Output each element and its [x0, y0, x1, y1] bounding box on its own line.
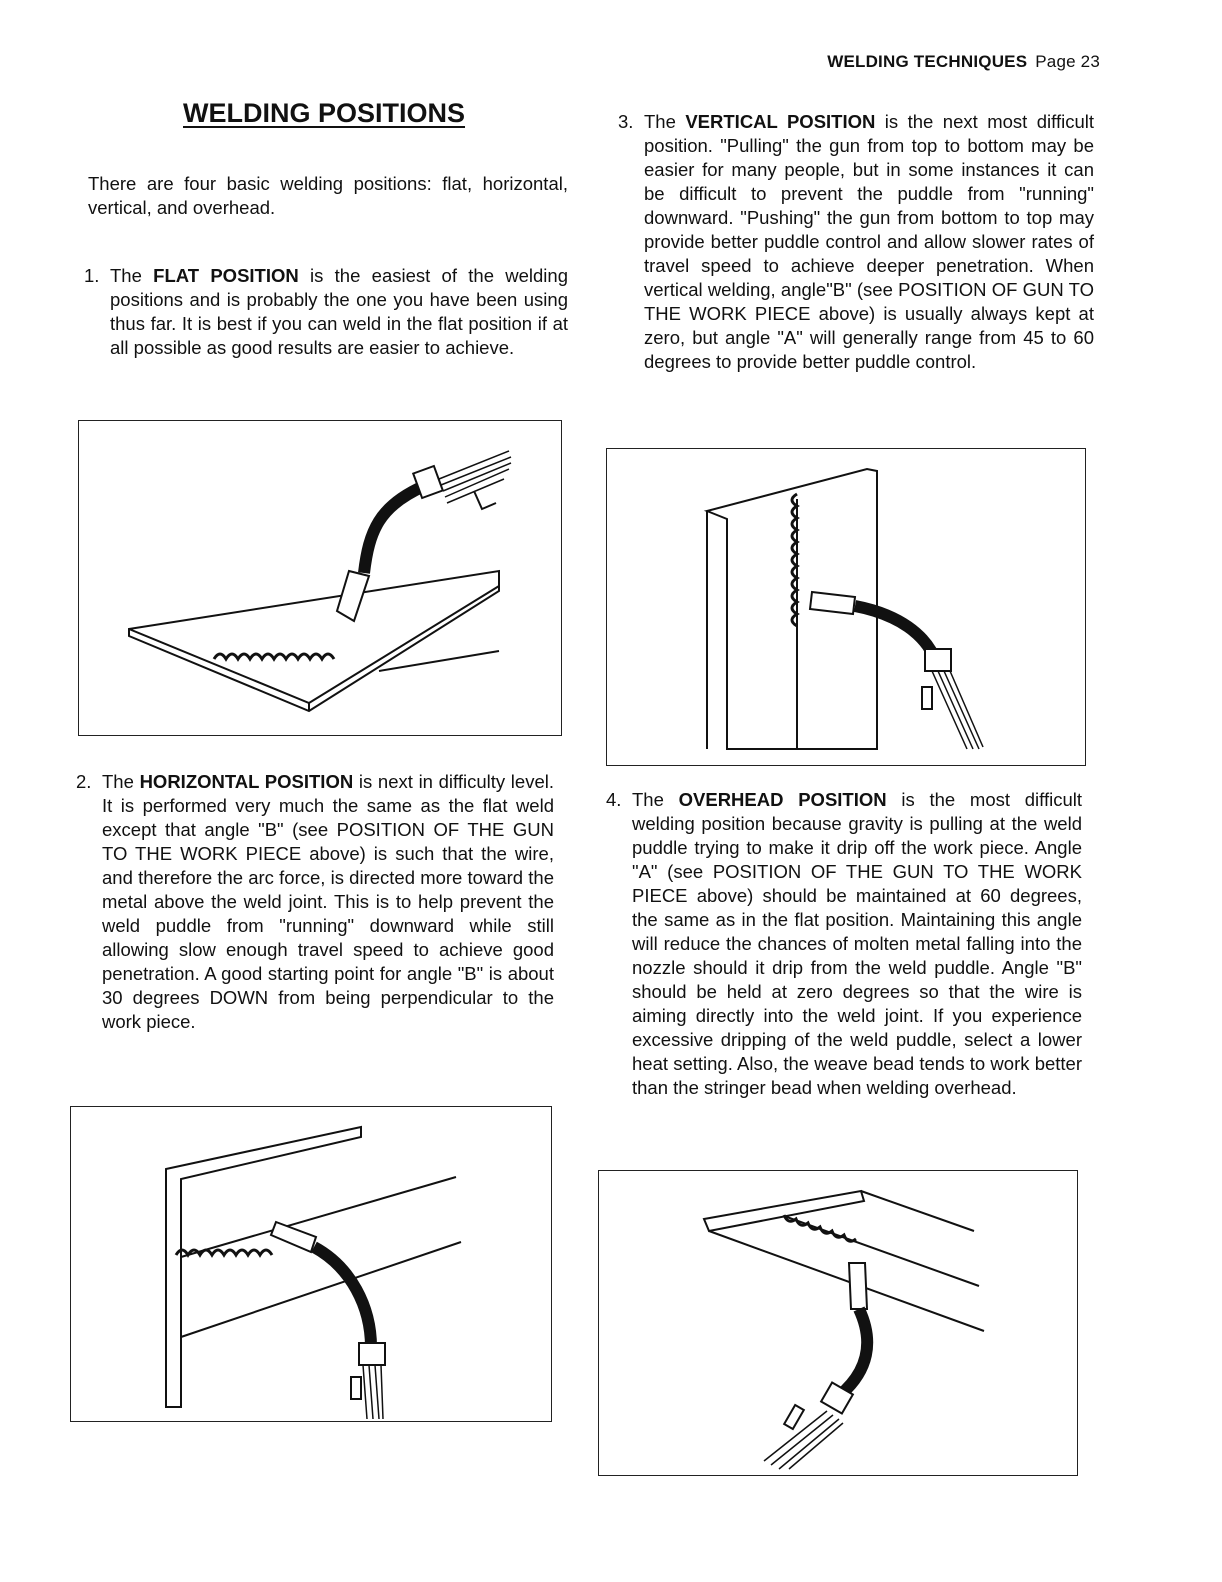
page-header — [760, 52, 1100, 72]
item-text — [102, 770, 554, 1034]
item-text — [632, 788, 1082, 1100]
header-section: WELDING TECHNIQUES — [827, 52, 1028, 71]
item-term: VERTICAL POSITION — [685, 111, 876, 132]
item-body: is the next most difficult position. "Pulling" the gun from top to bottom may be easier for many people, but in some instances it can be difficult to prevent the puddle from "running" downward. "Pushing" the gun from bottom to top may provide better puddle control and allow slower rates of travel speed to achieve deeper penetration. When vertical welding, angle"B" (see POSITION OF GUN TO THE WORK PIECE above) is usually always kept at zero, but angle "A" will generally range from 45 to 60 degrees to provide better puddle control. — [644, 111, 1094, 372]
intro-paragraph: There are four basic welding positions: flat, horizontal, vertical, and overhead. — [88, 173, 568, 218]
item-number: 4. — [606, 789, 622, 810]
section-title: WELDING POSITIONS — [183, 98, 466, 128]
item-prefix: The — [644, 111, 686, 132]
overhead-weld-illustration — [599, 1171, 1077, 1475]
item-prefix: The — [632, 789, 679, 810]
horizontal-weld-illustration — [71, 1107, 551, 1421]
item-overhead-position — [606, 788, 1082, 1100]
item-vertical-position — [618, 110, 1094, 374]
item-prefix: The — [110, 265, 154, 286]
item-number: 2. — [76, 771, 92, 792]
item-text — [110, 264, 568, 360]
page-number: Page 23 — [1035, 52, 1100, 71]
item-term: OVERHEAD POSITION — [678, 789, 887, 810]
item-text — [644, 110, 1094, 374]
item-number: 3. — [618, 111, 634, 132]
item-body: is the most difficult welding position because gravity is pulling at the weld puddle trying to make it drip off the work piece. Angle "A" (see POSITION OF THE GUN TO THE WORK PIECE above) should be maintained at 60 degrees, the same as in the flat position. Maintaining this angle will reduce the chances of molten metal falling into the nozzle should it drip from the weld puddle. Angle "B" should be held at zero degrees so that the wire is aiming directly into the weld joint. If you experience excessive dripping of the weld puddle, select a lower heat setting. Also, the weave bead tends to work better than the stringer bead when welding overhead. — [632, 789, 1082, 1098]
overhead-position-figure — [598, 1170, 1078, 1476]
item-prefix: The — [102, 771, 140, 792]
flat-weld-illustration — [79, 421, 561, 735]
item-flat-position — [84, 264, 568, 360]
item-term: HORIZONTAL POSITION — [139, 771, 354, 792]
horizontal-position-figure — [70, 1106, 552, 1422]
flat-position-figure — [78, 420, 562, 736]
vertical-weld-illustration — [607, 449, 1085, 765]
vertical-position-figure — [606, 448, 1086, 766]
item-number: 1. — [84, 265, 100, 286]
item-body: is next in difficulty level. It is performed very much the same as the flat weld except that angle "B" (see POSITION OF THE GUN TO THE WORK PIECE above) is such that the wire, and therefore the arc force, is directed more toward the metal above the weld joint. This is to help prevent the weld puddle from "running" downward while still allowing slow enough travel speed to achieve good penetration. A good starting point for angle "B" is about 30 degrees DOWN from being perpendicular to the work piece. — [102, 771, 555, 1032]
item-term: FLAT POSITION — [153, 265, 299, 286]
item-body: is the easiest of the welding positions and is probably the one you have been using thus far. It is best if you can weld in the flat position if at all possible as good results are easier to achieve. — [110, 265, 568, 358]
item-horizontal-position — [76, 770, 554, 1034]
